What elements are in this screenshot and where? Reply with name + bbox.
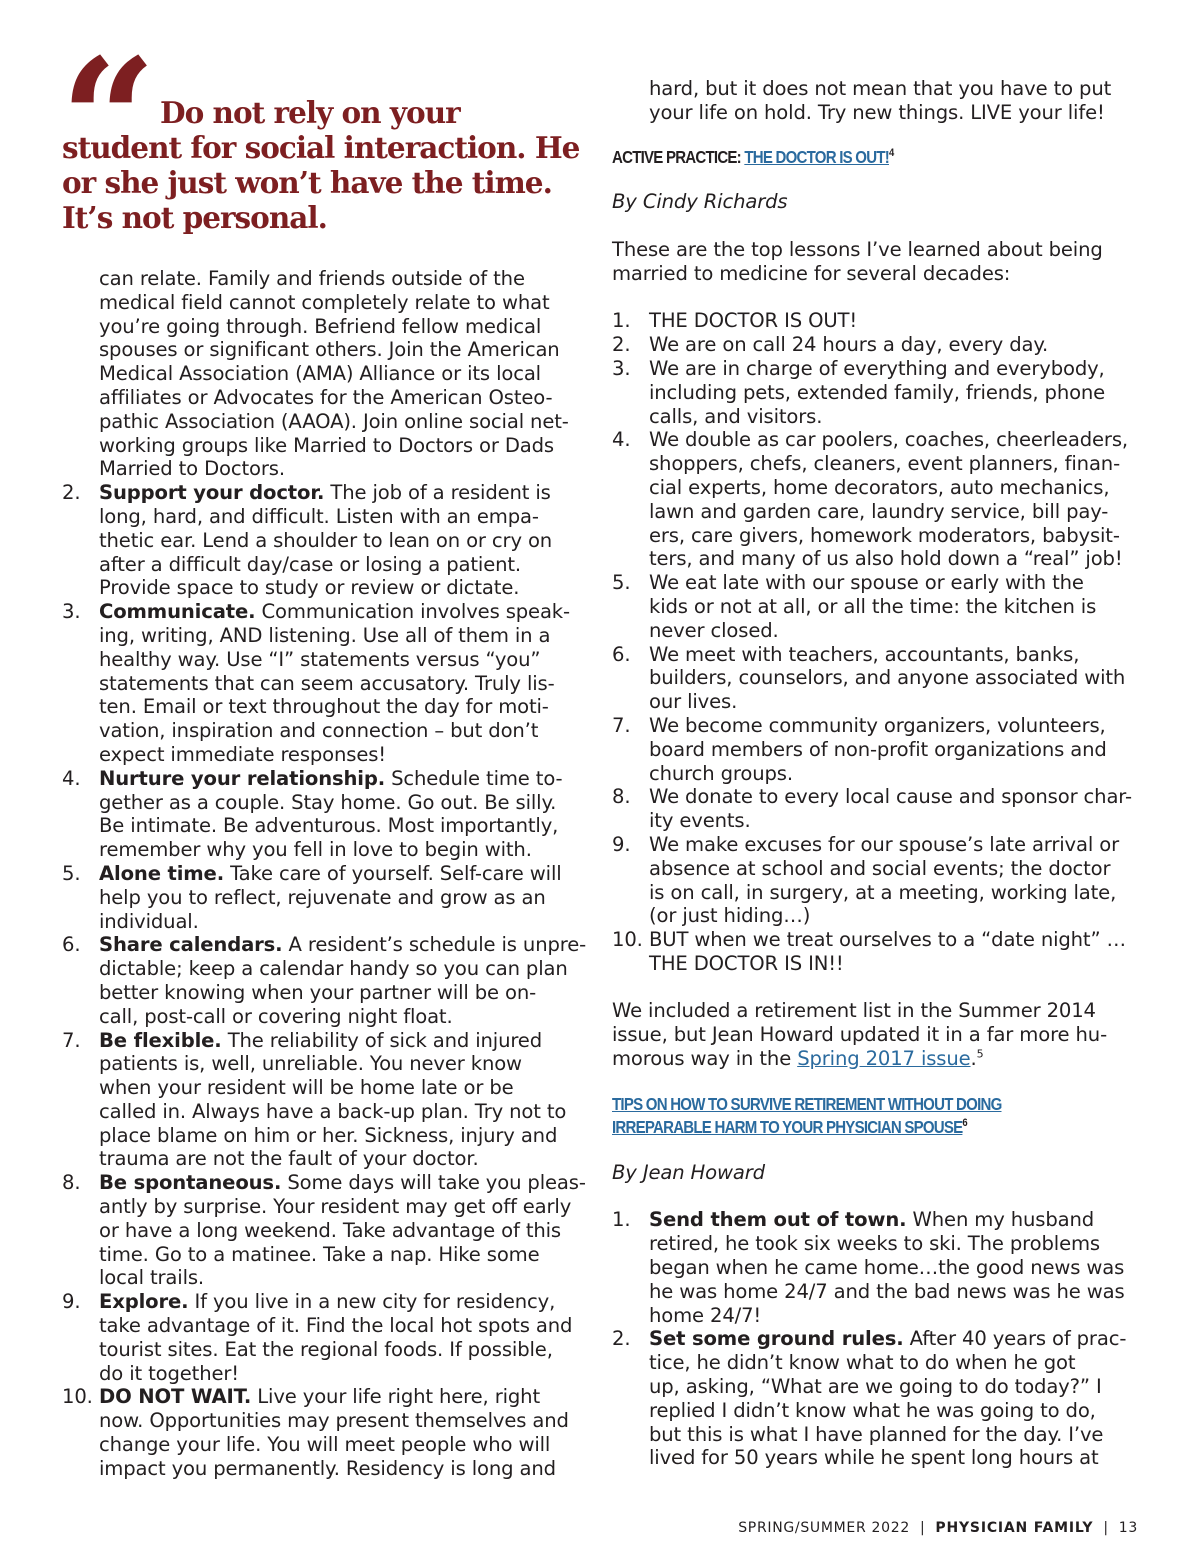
text-line: Communication involves speak- <box>255 600 570 624</box>
text-line: The reliability of sick and injured <box>221 1028 543 1052</box>
text-line: vation, inspiration and connection – but don’t <box>99 719 539 743</box>
text-line: after a difficult day/case or losing a patient. <box>99 552 521 576</box>
text-line: impact you permanently. Residency is long and <box>99 1456 556 1480</box>
text-line: do it together! <box>99 1361 239 1385</box>
text-line: ters, and many of us also hold down a “real” job! <box>649 547 1123 571</box>
list-item <box>612 714 1142 785</box>
text-line: These are the top lessons I’ve learned about being <box>612 237 1103 261</box>
text-line: place blame on him or her. Sickness, injury and <box>99 1123 558 1147</box>
list-item <box>612 928 1142 976</box>
list-number: 5. <box>62 861 81 885</box>
text-line: is on call, in surgery, at a meeting, working late, <box>649 880 1117 904</box>
text-line: builders, counselors, and anyone associated with <box>649 666 1126 690</box>
text-line: when your resident will be home late or be <box>99 1076 514 1100</box>
text-line: married to medicine for several decades: <box>612 261 1011 285</box>
list-number: 1. <box>612 309 631 333</box>
footer-separator: | <box>920 1520 926 1536</box>
text-line: antly by surprise. Your resident may get off early <box>99 1195 572 1219</box>
list-number: 9. <box>612 832 631 856</box>
text-line: trauma are not the fault of your doctor. <box>99 1147 479 1171</box>
text-line: Take care of yourself. Self-care will <box>223 861 562 885</box>
item-title: Support your doctor. <box>99 481 325 505</box>
text-line: affiliates or Advocates for the American Osteo- <box>99 385 553 409</box>
text-line: spouses or significant others. Join the American <box>99 338 560 362</box>
footnote-marker: 5 <box>976 1047 984 1061</box>
retirement-tips-list <box>612 1208 1142 1470</box>
text-line: We double as car poolers, coaches, cheerleaders, <box>649 428 1128 452</box>
item-title: Be flexible. <box>99 1028 222 1052</box>
text-line: absence at school and social events; the doctor <box>649 856 1111 880</box>
list-number: 2. <box>612 1327 631 1351</box>
left-continuation <box>62 267 597 481</box>
list-number: 6. <box>62 933 81 957</box>
list-item <box>612 643 1142 714</box>
text-line: dictable; keep a calendar handy so you can plan <box>99 957 568 981</box>
text-line: shoppers, chefs, cleaners, event planners, finan- <box>649 452 1120 476</box>
heading-prefix: ACTIVE PRACTICE: <box>612 147 745 168</box>
text-line: Provide space to study or review or dictate. <box>99 576 520 600</box>
footnote-marker: 6 <box>962 1117 967 1130</box>
text-line: We are on call 24 hours a day, every day. <box>649 333 1049 357</box>
byline: By Jean Howard <box>612 1160 765 1184</box>
page-number: 13 <box>1118 1520 1138 1536</box>
text-line: board members of non-profit organizations and <box>649 737 1107 761</box>
pull-quote-text: Do not rely on your student for social interaction. He or she just won’t have the time. It’s not personal. <box>62 95 580 235</box>
period: . <box>970 1047 977 1071</box>
list-item <box>612 1208 1142 1327</box>
text-line: We included a retirement list in the Summer 2014 <box>612 999 1096 1023</box>
spring-2017-issue-link[interactable]: Spring 2017 issue <box>797 1047 971 1071</box>
section-heading-retirement[interactable] <box>612 1093 1142 1139</box>
text-line: ten. Email or text throughout the day for moti- <box>99 695 549 719</box>
quote-mark-icon: “ <box>60 21 157 219</box>
list-item <box>62 1385 597 1480</box>
list-number: 7. <box>612 713 631 737</box>
text-line: take advantage of it. Find the local hot spots and <box>99 1314 573 1338</box>
item-title: Explore. <box>99 1290 189 1314</box>
text-line: lived for 50 years while he spent long hours at <box>649 1446 1099 1470</box>
text-line: but this is what I have planned for the day. I’ve <box>649 1422 1104 1446</box>
list-item <box>612 357 1142 428</box>
text-line: call, post-call or covering night float. <box>99 1004 453 1028</box>
text-line: or have a long weekend. Take advantage of this <box>99 1218 561 1242</box>
text-line: Be intimate. Be adventurous. Most importantly, <box>99 814 559 838</box>
retirement-paragraph <box>612 999 1142 1070</box>
text-line: pathic Association (AAOA). Join online social net- <box>99 409 569 433</box>
item-title: DO NOT WAIT. <box>99 1385 252 1409</box>
text-line: began when he came home…the good news was <box>649 1256 1125 1280</box>
list-item <box>62 1290 597 1385</box>
text-line: lawn and garden care, laundry service, bill pay- <box>649 499 1109 523</box>
intro-paragraph <box>612 238 1142 286</box>
text-line: up, asking, “What are we going to do today?” I <box>649 1375 1102 1399</box>
text-line: you’re going through. Befriend fellow medical <box>99 314 542 338</box>
text-line: called in. Always have a back-up plan. Try not to <box>99 1099 567 1123</box>
list-number: 4. <box>62 766 81 790</box>
text-line: local trails. <box>99 1266 205 1290</box>
residency-tips-list <box>62 481 597 1480</box>
list-number: 9. <box>62 1290 81 1314</box>
text-line: When my husband <box>906 1208 1095 1232</box>
list-item <box>612 1327 1142 1470</box>
text-line: change your life. You will meet people who will <box>99 1433 551 1457</box>
list-item <box>62 1029 597 1172</box>
text-line: healthy way. Use “I” statements versus “you” <box>99 647 541 671</box>
issue-label: SPRING/SUMMER 2022 <box>738 1520 910 1536</box>
text-line: ing, writing, AND listening. Use all of them in a <box>99 623 551 647</box>
text-line: including pets, extended family, friends, phone <box>649 380 1106 404</box>
list-number: 6. <box>612 642 631 666</box>
text-line: We become community organizers, volunteers, <box>649 713 1106 737</box>
text-line: calls, and visitors. <box>649 404 823 428</box>
text-line: better knowing when your partner will be on- <box>99 980 537 1004</box>
list-item <box>62 862 597 933</box>
byline: By Cindy Richards <box>612 190 788 214</box>
list-item <box>612 428 1142 571</box>
text-line: We make excuses for our spouse’s late arrival or <box>649 832 1119 856</box>
list-number: 10. <box>62 1385 93 1409</box>
list-item <box>62 481 597 600</box>
footer-separator: | <box>1103 1520 1109 1536</box>
text-line: patients is, well, unreliable. You never know <box>99 1052 522 1076</box>
text-line: We meet with teachers, accountants, banks, <box>649 642 1080 666</box>
text-line: your life on hold. Try new things. LIVE your life! <box>649 100 1105 124</box>
list-item <box>62 933 597 1028</box>
list-number: 10. <box>612 928 643 952</box>
text-line: THE DOCTOR IS OUT! <box>649 309 858 333</box>
item-title: Alone time. <box>99 861 224 885</box>
text-line: THE DOCTOR IS IN!! <box>649 951 844 975</box>
text-line: thetic ear. Lend a shoulder to lean on or cry on <box>99 528 553 552</box>
item-title: Nurture your relationship. <box>99 766 386 790</box>
text-line: morous way in the <box>612 1047 798 1071</box>
text-line: ers, care givers, homework moderators, babysit- <box>649 523 1120 547</box>
text-line: Some days will take you pleas- <box>281 1171 586 1195</box>
text-line: medical field cannot completely relate to what <box>99 290 550 314</box>
text-line: remember why you fell in love to begin with. <box>99 838 532 862</box>
list-number: 7. <box>62 1028 81 1052</box>
text-line: expect immediate responses! <box>99 742 387 766</box>
text-line: working groups like Married to Doctors or Dads <box>99 433 554 457</box>
text-line: tourist sites. Eat the regional foods. If possible, <box>99 1337 553 1361</box>
text-line: We donate to every local cause and sponsor char- <box>649 785 1132 809</box>
text-line: cial experts, home decorators, auto mechanics, <box>649 475 1110 499</box>
left-column <box>62 267 597 1481</box>
text-line: We are in charge of everything and everybody, <box>649 356 1105 380</box>
item-title: Communicate. <box>99 600 256 624</box>
text-line: After 40 years of prac- <box>903 1327 1127 1351</box>
text-line: tice, he didn’t know what to do when he got <box>649 1351 1076 1375</box>
list-item <box>62 1171 597 1290</box>
item-title: Be spontaneous. <box>99 1171 282 1195</box>
text-line: time. Go to a matinee. Take a nap. Hike some <box>99 1242 540 1266</box>
list-number: 1. <box>612 1208 631 1232</box>
text-line: retired, he took six weeks to ski. The problems <box>649 1232 1100 1256</box>
list-number: 2. <box>612 333 631 357</box>
text-line: issue, but Jean Howard updated it in a far more hu- <box>612 1023 1107 1047</box>
right-column <box>612 77 1142 1470</box>
text-line: gether as a couple. Stay home. Go out. Be silly. <box>99 790 557 814</box>
text-line: kids or not at all, or all the time: the kitchen is <box>649 594 1097 618</box>
text-line: Medical Association (AMA) Alliance or its local <box>99 362 541 386</box>
doctor-is-out-list <box>612 309 1142 975</box>
item-title: Send them out of town. <box>649 1208 907 1232</box>
text-line: Married to Doctors. <box>99 457 285 481</box>
text-line: Schedule time to- <box>385 766 563 790</box>
pull-quote <box>60 21 582 235</box>
text-line: help you to reflect, rejuvenate and grow as an <box>99 885 546 909</box>
section-heading-active-practice <box>612 146 1068 169</box>
text-line: church groups. <box>649 761 793 785</box>
list-item <box>612 309 1142 333</box>
list-number: 8. <box>62 1171 81 1195</box>
list-number: 5. <box>612 571 631 595</box>
text-line: Live your life right here, right <box>251 1385 540 1409</box>
retirement-heading-line[interactable]: IRREPARABLE HARM TO YOUR PHYSICIAN SPOUSE <box>612 1116 963 1137</box>
text-line: hard, but it does not mean that you have to put <box>649 77 1112 100</box>
list-number: 8. <box>612 785 631 809</box>
right-continuation <box>612 77 1142 125</box>
page-footer <box>738 1520 1138 1536</box>
text-line: A resident’s schedule is unpre- <box>282 933 587 957</box>
text-line: ity events. <box>649 809 751 833</box>
text-line: individual. <box>99 909 199 933</box>
doctor-is-out-link[interactable]: THE DOCTOR IS OUT! <box>744 147 889 168</box>
list-number: 3. <box>612 356 631 380</box>
retirement-heading-line[interactable]: TIPS ON HOW TO SURVIVE RETIREMENT WITHOUT DOING <box>612 1093 1002 1114</box>
text-line: The job of a resident is <box>324 481 551 505</box>
item-title: Set some ground rules. <box>649 1327 904 1351</box>
text-line: We eat late with our spouse or early with the <box>649 571 1084 595</box>
list-number: 4. <box>612 428 631 452</box>
text-line: (or just hiding…) <box>649 904 811 928</box>
text-line: home 24/7! <box>649 1303 762 1327</box>
list-item <box>62 767 597 862</box>
text-line: now. Opportunities may present themselves and <box>99 1409 569 1433</box>
item-title: Share calendars. <box>99 933 283 957</box>
list-item <box>612 571 1142 642</box>
text-line: statements that can seem accusatory. Truly lis- <box>99 671 555 695</box>
publication-name: PHYSICIAN FAMILY <box>935 1520 1094 1536</box>
text-line: our lives. <box>649 690 738 714</box>
list-number: 3. <box>62 600 81 624</box>
list-item <box>612 333 1142 357</box>
text-line: replied I didn’t know what he was going to do, <box>649 1398 1096 1422</box>
footnote-marker: 4 <box>888 147 894 160</box>
text-line: never closed. <box>649 618 779 642</box>
text-line: BUT when we treat ourselves to a “date night” … <box>649 928 1126 952</box>
text-line: can relate. Family and friends outside of the <box>99 267 525 290</box>
text-line: long, hard, and difficult. Listen with an empa- <box>99 504 539 528</box>
text-line: he was home 24/7 and the bad news was he was <box>649 1279 1125 1303</box>
list-item <box>612 785 1142 833</box>
list-item <box>612 833 1142 928</box>
list-item <box>62 600 597 767</box>
list-number: 2. <box>62 481 81 505</box>
text-line: If you live in a new city for residency, <box>188 1290 556 1314</box>
